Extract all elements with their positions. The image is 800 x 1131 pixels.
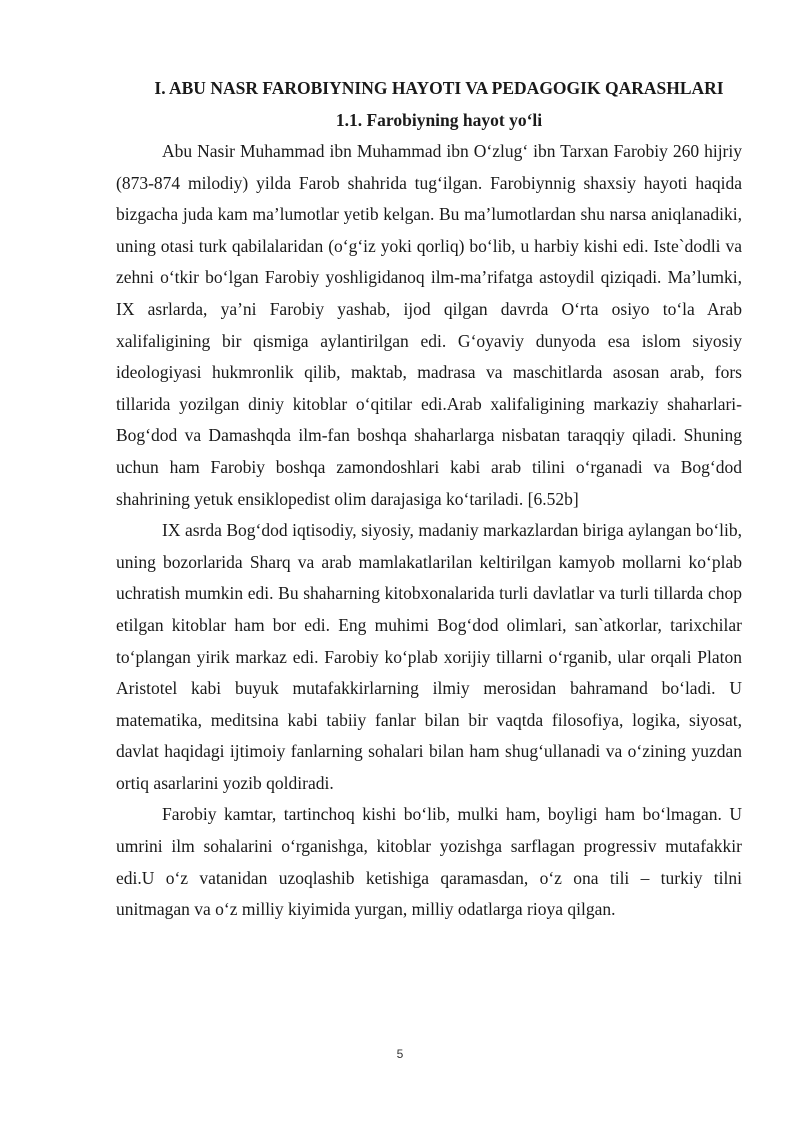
document-page: [116, 72, 742, 926]
body-paragraph-3: Farobiy kamtar, tartinchoq kishi bo‘lib, mulki ham, boyligi ham bo‘lmagan. U umrini ilm sohalarini o‘rganishga, kitoblar yozishga sarflagan progressiv mutafakkir edi.U o‘z vatanidan uzoqlashib ketishiga qaramasdan, o‘z ona tili – turkiy tilni unitmagan va o‘z milliy kiyimida yurgan, milliy odatlarga rioya qilgan.: [116, 804, 742, 920]
page-number: 5: [396, 1047, 404, 1061]
body-paragraph-2: IX asrda Bog‘dod iqtisodiy, siyosiy, madaniy markazlardan biriga aylangan bo‘lib, uning bozorlarida Sharq va arab mamlakatlarilan keltirilgan kamyob mollarni ko‘plab uchratish mumkin edi. Bu shaharning kitobxonalarida turli davlatlar va turli tillarda chop etilgan kitoblar ham bor edi. Eng muhimi Bog‘dod olimlari, san`atkorlar, tarixchilar to‘plangan yirik markaz edi. Farobiy ko‘plab xorijiy tillarni o‘rganib, ular orqali Platon Aristotel kabi buyuk mutafakkirlarning ilmiy merosidan bahramand bo‘ladi. U matematika, meditsina kabi tabiiy fanlar bilan bir vaqtda filosofiya, logika, siyosat, davlat haqidagi ijtimoiy fanlarning sohalari bilan ham shug‘ullanadi va o‘zining yuzdan ortiq asarlarini yozib qoldiradi.: [116, 520, 742, 793]
chapter-title: I. ABU NASR FAROBIYNING HAYOTI VA PEDAGOGIK QARASHLARI: [154, 78, 724, 98]
section-title: 1.1. Farobiyning hayot yo‘li: [335, 110, 543, 130]
body-paragraph-1: Abu Nasir Muhammad ibn Muhammad ibn O‘zlug‘ ibn Tarxan Farobiy 260 hijriy (873-874 milodiy) yilda Farob shahrida tug‘ilgan. Farobiynnig shaxsiy hayoti haqida bizgacha juda kam ma’lumotlar yetib kelgan. Bu ma’lumotlardan shu narsa aniqlanadiki, uning otasi turk qabilalaridan (o‘g‘iz yoki qorliq) bo‘lib, u harbiy kishi edi. Iste`dodli va zehni o‘tkir bo‘lgan Farobiy yoshligidanoq ilm-ma’rifatga astoydil qiziqadi. Ma’lumki, IX asrlarda, ya’ni Farobiy yashab, ijod qilgan davrda O‘rta osiyo to‘la Arab xalifaligining bir qismiga aylantirilgan edi. G‘oyaviy dunyoda esa islom siyosiy ideologiyasi hukmronlik qilib, maktab, madrasa va maschitlarda asosan arab, fors tillarida yozilgan diniy kitoblar o‘qitilar edi.Arab xalifaligining markaziy shaharlari-Bog‘dod va Damashqda ilm-fan boshqa shaharlarga nisbatan taraqqiy qiladi. Shuning uchun ham Farobiy boshqa zamondoshlari kabi arab tilini o‘rganadi va Bog‘dod shahrining yetuk ensiklopedist olim darajasiga ko‘tariladi. [6.52b]: [116, 141, 742, 509]
